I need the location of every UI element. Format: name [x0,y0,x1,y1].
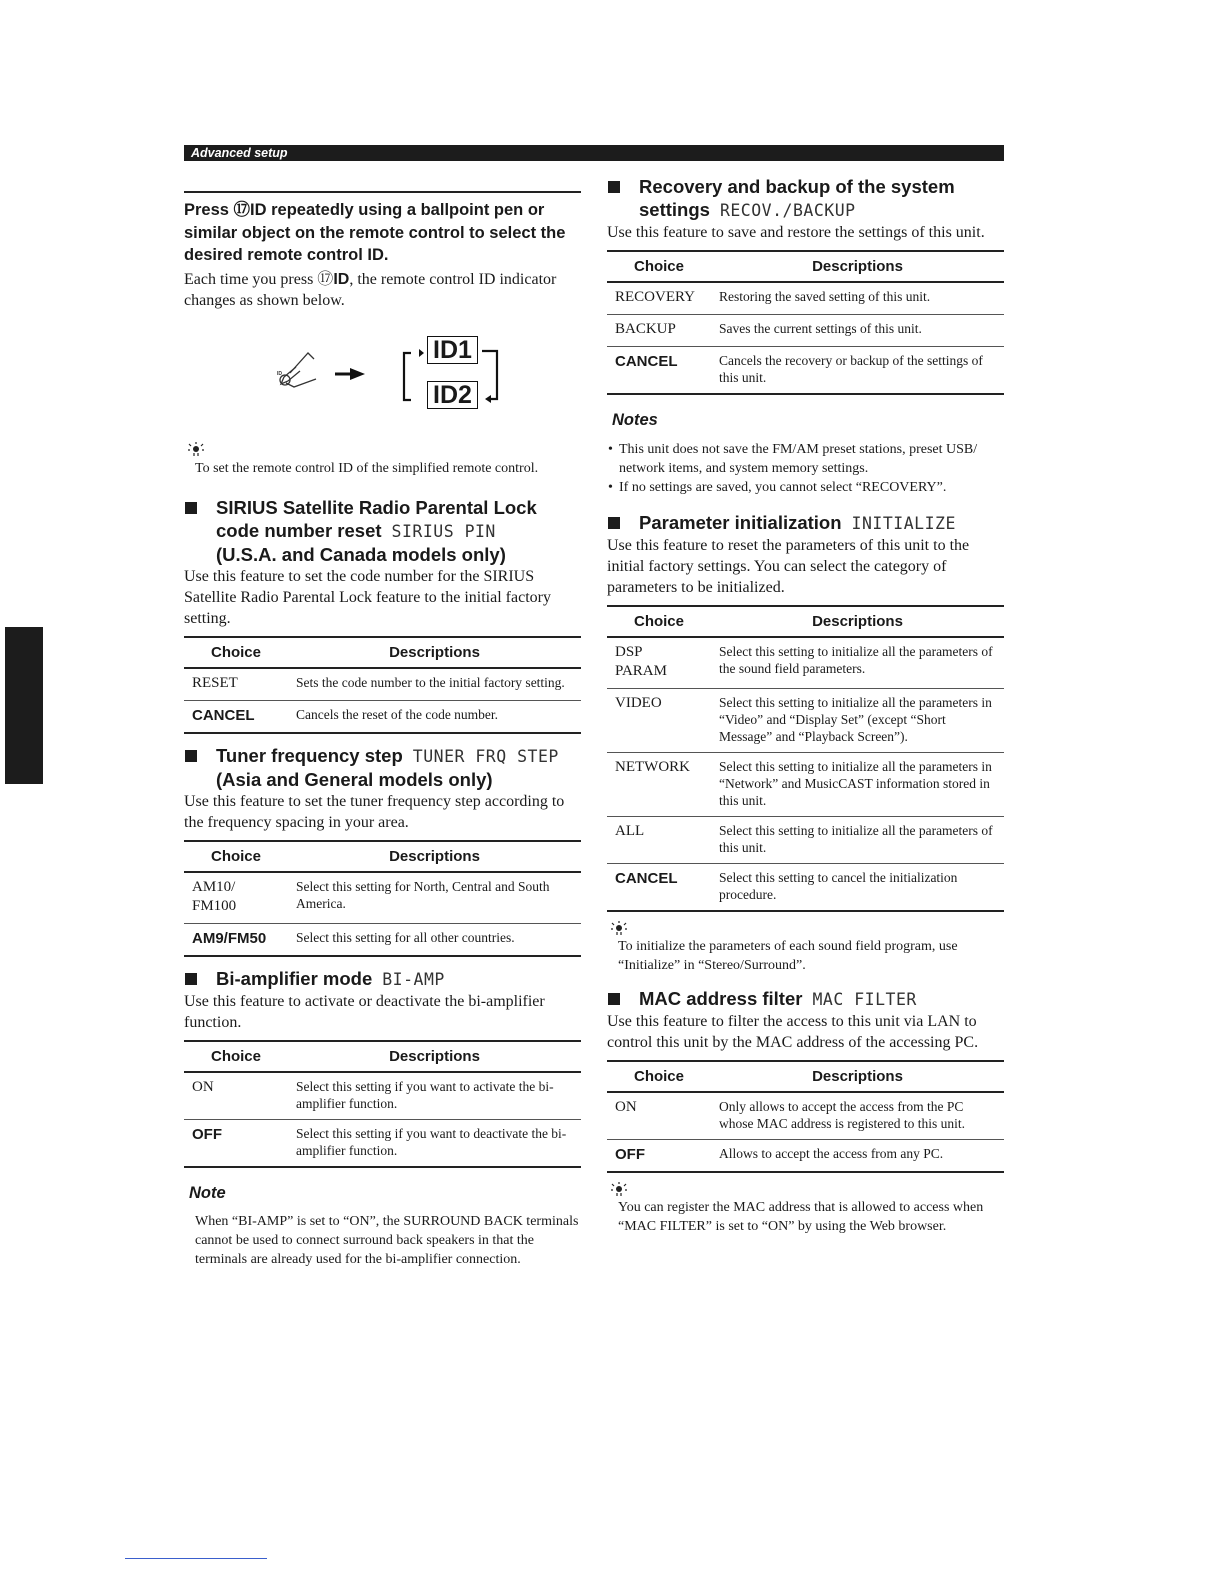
choice-cell: NETWORK [607,753,711,817]
biamp-description: Use this feature to activate or deactivate the bi-amplifier function. [184,992,545,1031]
choice-cell: CANCEL [607,864,711,912]
table-row [607,1140,1004,1173]
section-bullet-square [608,517,620,529]
initialize-hint-text: To initialize the parameters of each sound field program, use “Initialize” in “Stereo/Surround”. [618,939,958,973]
id-step-description: Each time you press ⑰ID, the remote control ID indicator changes as shown below. [184,270,557,309]
table-row [184,923,581,956]
mac-heading: MAC address filter MAC FILTER [607,987,1004,1011]
section-bullet-square [185,750,197,762]
initialize-table [607,605,1004,912]
choice-header: Choice [607,1061,711,1092]
key-number: ⑰ [233,201,251,219]
divider [184,191,581,193]
hint-lightbulb-icon [609,920,629,936]
arrow-right-icon [335,368,365,380]
table-row [607,753,1004,817]
biamp-table [184,1040,581,1168]
table-header-row [607,1061,1004,1092]
biamp-note-text: When “BI-AMP” is set to “ON”, the SURROUND BACK terminals cannot be used to connect surround back speakers in that the terminals are already used for the bi-amplifier connection. [195,1213,579,1267]
tuner-table [184,840,581,957]
hint-lightbulb-icon [186,441,206,457]
recovery-description: Use this feature to save and restore the settings of this unit. [607,224,985,241]
table-row [607,1092,1004,1140]
recovery-notes-list [607,440,1004,497]
description-cell: Select this setting to initialize all the parameters in “Video” and “Display Set” (except “Short Message” and “Playback Screen”). [711,689,1004,753]
table-row [184,872,581,924]
choice-header: Choice [184,637,288,668]
tuner-description: Use this feature to set the tuner frequency step according to the frequency spacing in your area. [184,792,565,831]
table-row [607,864,1004,912]
note-item: • This unit does not save the FM/AM preset stations, preset USB/ network items, and system memory settings. [607,440,1004,478]
choice-cell: ON [184,1072,288,1120]
description-cell: Select this setting for all other countries. [288,923,581,956]
table-header-row [607,606,1004,637]
initialize-description: Use this feature to reset the parameters of this unit to the initial factory settings. You can select the category of parameters to be initialized. [607,537,970,596]
id-indicator-diagram [184,331,581,441]
section-header-title: Advanced setup [191,146,288,160]
choice-header: Choice [184,1041,288,1072]
table-header-row [184,637,581,668]
description-cell: Allows to accept the access from any PC. [711,1140,1004,1173]
note-item: • If no settings are saved, you cannot select “RECOVERY”. [607,478,1004,497]
biamp-note-title: Note [189,1183,226,1202]
description-cell: Select this setting for North, Central and South America. [288,872,581,924]
choice-cell: VIDEO [607,689,711,753]
mac-table [607,1060,1004,1173]
choice-cell: BACKUP [607,315,711,347]
choice-cell: AM9/FM50 [184,923,288,956]
biamp-heading: Bi-amplifier mode BI-AMP [184,967,581,991]
description-cell: Select this setting if you want to deactivate the bi-amplifier function. [288,1119,581,1167]
id-step-instruction: Press ⑰ID repeatedly using a ballpoint pen or similar object on the remote control to select the desired remote control ID. [184,201,566,264]
id-diagram-art [184,331,581,441]
recovery-notes-title: Notes [612,411,658,429]
table-row [184,668,581,701]
choice-header: Choice [607,606,711,637]
id-hint-text: To set the remote control ID of the simplified remote control. [195,460,539,476]
choice-cell: RESET [184,668,288,701]
choice-cell: OFF [607,1140,711,1173]
descriptions-header: Descriptions [711,1061,1004,1092]
section-bullet-square [608,993,620,1005]
pen-icon [280,353,316,387]
table-row [607,689,1004,753]
lcd-label: INITIALIZE [851,514,956,533]
table-header-row [607,251,1004,282]
lcd-label: TUNER FRQ STEP [412,746,559,766]
hint-lightbulb-icon [609,1181,629,1197]
description-cell: Select this setting if you want to activate the bi-amplifier function. [288,1072,581,1120]
sirius-table [184,636,581,734]
id1-indicator: ID1 [427,336,478,364]
lcd-label: BI-AMP [382,969,445,989]
pen-tip-label: ID [277,370,282,377]
description-cell: Select this setting to initialize all the parameters in “Network” and MusicCAST information stored in this unit. [711,753,1004,817]
arrow-to-id1-icon [419,349,424,357]
table-header-row [184,1041,581,1072]
recovery-heading: Recovery and backup of the system settings RECOV./BACKUP [607,175,1004,222]
choice-header: Choice [607,251,711,282]
choice-cell: CANCEL [607,347,711,395]
lcd-label: SIRIUS PIN [391,521,496,541]
table-row [184,1072,581,1120]
sirius-description: Use this feature to set the code number for the SIRIUS Satellite Radio Parental Lock feature to the initial factory setting. [184,567,551,627]
description-cell: Select this setting to initialize all the parameters of this unit. [711,817,1004,864]
table-row [184,700,581,733]
table-row [607,347,1004,395]
description-cell: Only allows to accept the access from the PC whose MAC address is registered to this unit. [711,1092,1004,1140]
section-header-bar [184,145,1004,161]
footer-link-rule [125,1558,267,1559]
description-cell: Cancels the recovery or backup of the settings of this unit. [711,347,1004,395]
table-row [184,1119,581,1167]
choice-cell: DSP PARAM [607,637,711,689]
choice-header: Choice [184,841,288,872]
id2-indicator: ID2 [427,381,478,409]
choice-cell: OFF [184,1119,288,1167]
table-row [607,817,1004,864]
table-row [607,315,1004,347]
arrow-to-id2-icon [485,395,491,403]
descriptions-header: Descriptions [288,637,581,668]
tuner-heading: Tuner frequency step TUNER FRQ STEP (Asia and General models only) [184,744,581,791]
choice-cell: RECOVERY [607,282,711,315]
section-bullet-square [185,973,197,985]
choice-cell: ALL [607,817,711,864]
section-bullet-square [608,181,620,193]
table-row [607,637,1004,689]
descriptions-header: Descriptions [711,251,1004,282]
choice-cell: ON [607,1092,711,1140]
initialize-heading: Parameter initialization INITIALIZE [607,511,1004,535]
chapter-side-tab [5,627,43,784]
key-label: ID [250,201,267,219]
mac-description: Use this feature to filter the access to this unit via LAN to control this unit by the MAC address of the accessing PC. [607,1013,979,1051]
description-cell: Select this setting to cancel the initialization procedure. [711,864,1004,912]
choice-cell: CANCEL [184,700,288,733]
description-cell: Sets the code number to the initial factory setting. [288,668,581,701]
descriptions-header: Descriptions [711,606,1004,637]
table-header-row [184,841,581,872]
choice-cell: AM10/ FM100 [184,872,288,924]
lcd-label: MAC FILTER [812,990,917,1009]
left-column [184,170,581,1269]
recovery-table [607,250,1004,395]
sirius-heading: SIRIUS Satellite Radio Parental Lock code number reset SIRIUS PIN (U.S.A. and Canada models only) [184,496,581,566]
descriptions-header: Descriptions [288,841,581,872]
right-column [607,170,1004,1236]
description-cell: Cancels the reset of the code number. [288,700,581,733]
table-row [607,282,1004,315]
description-cell: Saves the current settings of this unit. [711,315,1004,347]
mac-hint-text: You can register the MAC address that is allowed to access when “MAC FILTER” is set to “ON” by using the Web browser. [618,1200,984,1234]
description-cell: Select this setting to initialize all the parameters of the sound field parameters. [711,637,1004,689]
section-bullet-square [185,502,197,514]
descriptions-header: Descriptions [288,1041,581,1072]
lcd-label: RECOV./BACKUP [719,201,856,220]
description-cell: Restoring the saved setting of this unit. [711,282,1004,315]
